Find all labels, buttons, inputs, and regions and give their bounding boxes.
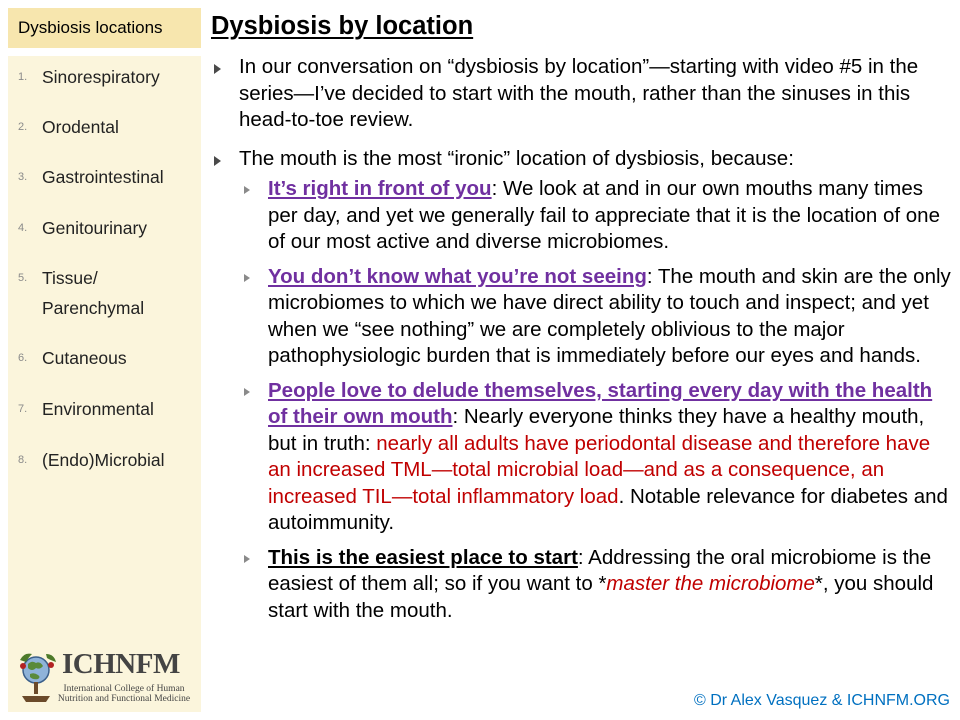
sub-bullet-front-of-you [211,176,956,256]
sidebar-item-number: 8. [18,454,28,466]
sidebar-item-label: Tissue/ Parenchymal [42,268,145,318]
sidebar-item-number: 7. [18,403,28,415]
sidebar-item-number: 6. [18,352,28,364]
emphasis-master-microbiome: master the microbiome [606,572,815,595]
logo-title: ICHNFM [62,648,180,680]
sub-bullet-text: : The mouth and skin are the only microbiomes to which we have direct ability to touch and inspect; and yet when we “see nothing” we are completely oblivious to the major pathophysiologic burden that is immediately before our eyes and hands. [268,264,951,367]
sub-bullet-arrow-icon [244,274,250,282]
bullet-arrow-icon [214,156,221,166]
keyword-delude: People love to delude themselves, starting every day with the health of their own mouth [268,378,933,428]
logo-subtitle: International College of Human Nutrition and Functional Medicine [57,684,191,704]
bullet-arrow-icon [214,64,221,74]
emphasis-periodontal: nearly all adults have periodontal disease and therefore have an increased TML—total microbial load—and as a consequence, an increased TIL—total inflammatory load [268,431,931,508]
sidebar-item-label: Cutaneous [42,348,127,368]
page-title: Dysbiosis by location [211,12,474,40]
sidebar-item-label: Genitourinary [42,218,148,238]
keyword-not-seeing: You don’t know what you’re not seeing [268,264,647,288]
bullet-intro [211,54,956,134]
sub-bullet-text: . Notable relevance for diabetes and autoimmunity. [268,484,948,534]
sidebar-header: Dysbiosis locations [8,8,201,48]
ichnfm-logo [16,648,192,706]
sub-bullet-text: : We look at and in our own mouths many times per day, and yet we generally fail to appreciate that it is the location of one of our most active and diverse microbiomes. [268,177,940,253]
sidebar-item-label: Orodental [42,117,119,137]
sub-bullet-arrow-icon [244,186,250,194]
sidebar-item-label: Environmental [42,399,154,419]
sidebar-item-number: 4. [18,222,28,234]
sidebar-item-number: 1. [18,71,28,83]
sidebar [8,56,201,712]
sidebar-item-label: Gastrointestinal [42,167,164,187]
sidebar-item-number: 3. [18,171,28,183]
sidebar-item-label: (Endo)Microbial [42,450,165,470]
sub-bullet-easiest [211,545,956,625]
sidebar-item-number: 2. [18,121,28,133]
sidebar-item-number: 5. [18,272,28,284]
sub-bullet-text: : Addressing the oral microbiome is the easiest of them all; so if you want to * [268,545,932,595]
keyword-easiest: This is the easiest place to start [268,545,578,569]
sub-bullet-delude [211,378,956,537]
sub-bullet-not-seeing [211,264,956,370]
sub-bullet-arrow-icon [244,555,250,563]
sub-bullet-arrow-icon [244,388,250,396]
keyword-front-of-you: It’s right in front of you [268,177,492,200]
slide-content [211,54,956,632]
sub-bullet-text: *, you should start with the mouth. [268,572,934,622]
sub-bullet-text: : Nearly everyone thinks they have a healthy mouth, but in truth: [268,405,925,455]
bullet-ironic [211,146,956,173]
bullet-text: The mouth is the most “ironic” location of dysbiosis, because: [239,146,794,170]
sidebar-item-label: Sinorespiratory [42,67,160,87]
copyright-footer: © Dr Alex Vasquez & ICHNFM.ORG [694,692,950,709]
bullet-text: In our conversation on “dysbiosis by location”—starting with video #5 in the series—I’ve decided to start with the mouth, rather than the sinuses in this head-to-toe review. [239,55,919,131]
